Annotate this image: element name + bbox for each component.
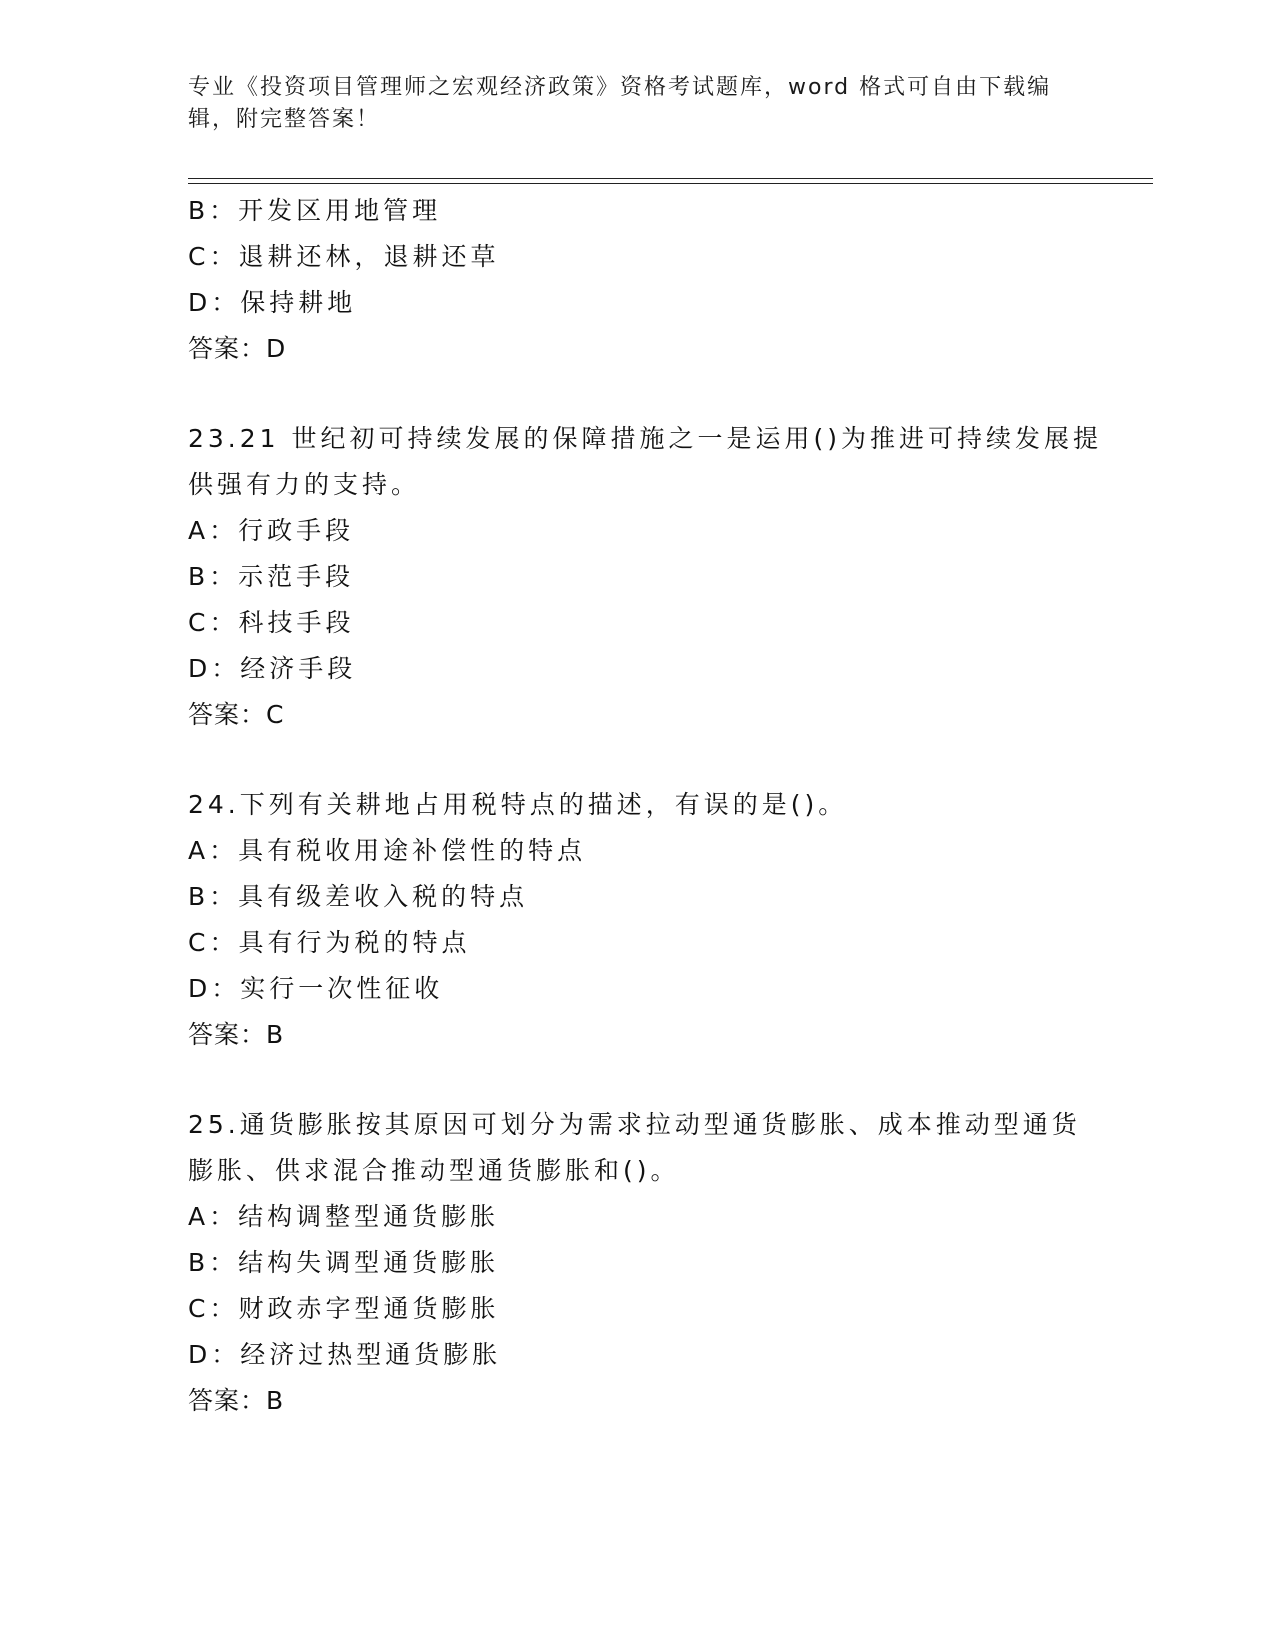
question-text-line-1: 24.下列有关耕地占用税特点的描述，有误的是()。 bbox=[188, 790, 848, 819]
option-c: C：财政赤字型通货膨胀 bbox=[188, 1294, 500, 1323]
question-block-24 bbox=[188, 782, 1088, 1058]
question-block-25 bbox=[188, 1102, 1088, 1424]
answer-line: 答案：B bbox=[188, 1386, 285, 1415]
option-c: C：具有行为税的特点 bbox=[188, 928, 471, 957]
option-a: A：结构调整型通货膨胀 bbox=[188, 1202, 500, 1231]
question-block-23 bbox=[188, 416, 1103, 738]
header-line-2: 辑，附完整答案！ bbox=[188, 107, 381, 132]
header-rule-top bbox=[188, 178, 1153, 179]
option-a: A：行政手段 bbox=[188, 516, 355, 545]
answer-line: 答案：C bbox=[188, 700, 285, 729]
question-block-22 bbox=[188, 188, 1088, 372]
question-list bbox=[188, 188, 1103, 1424]
option-b: B：具有级差收入税的特点 bbox=[188, 882, 529, 911]
header-rule-bottom bbox=[188, 183, 1153, 184]
question-text-line-2: 供强有力的支持。 bbox=[188, 470, 421, 499]
option-d: D：实行一次性征收 bbox=[188, 974, 444, 1003]
option-a: A：具有税收用途补偿性的特点 bbox=[188, 836, 587, 865]
option-d: D：保持耕地 bbox=[188, 288, 357, 317]
question-text-line-1: 23.21 世纪初可持续发展的保障措施之一是运用()为推进可持续发展提 bbox=[188, 424, 1103, 453]
answer-line: 答案：B bbox=[188, 1020, 285, 1049]
question-text-line-2: 膨胀、供求混合推动型通货膨胀和()。 bbox=[188, 1156, 680, 1185]
option-c: C：退耕还林，退耕还草 bbox=[188, 242, 500, 271]
option-d: D：经济手段 bbox=[188, 654, 357, 683]
answer-line: 答案：D bbox=[188, 334, 287, 363]
document-header bbox=[188, 72, 1068, 136]
option-b: B：结构失调型通货膨胀 bbox=[188, 1248, 500, 1277]
option-d: D：经济过热型通货膨胀 bbox=[188, 1340, 502, 1369]
header-line-1: 专业《投资项目管理师之宏观经济政策》资格考试题库，word 格式可自由下载编 bbox=[188, 75, 1052, 100]
option-b: B：开发区用地管理 bbox=[188, 196, 442, 225]
question-text-line-1: 25.通货膨胀按其原因可划分为需求拉动型通货膨胀、成本推动型通货 bbox=[188, 1110, 1081, 1139]
option-c: C：科技手段 bbox=[188, 608, 355, 637]
option-b: B：示范手段 bbox=[188, 562, 355, 591]
